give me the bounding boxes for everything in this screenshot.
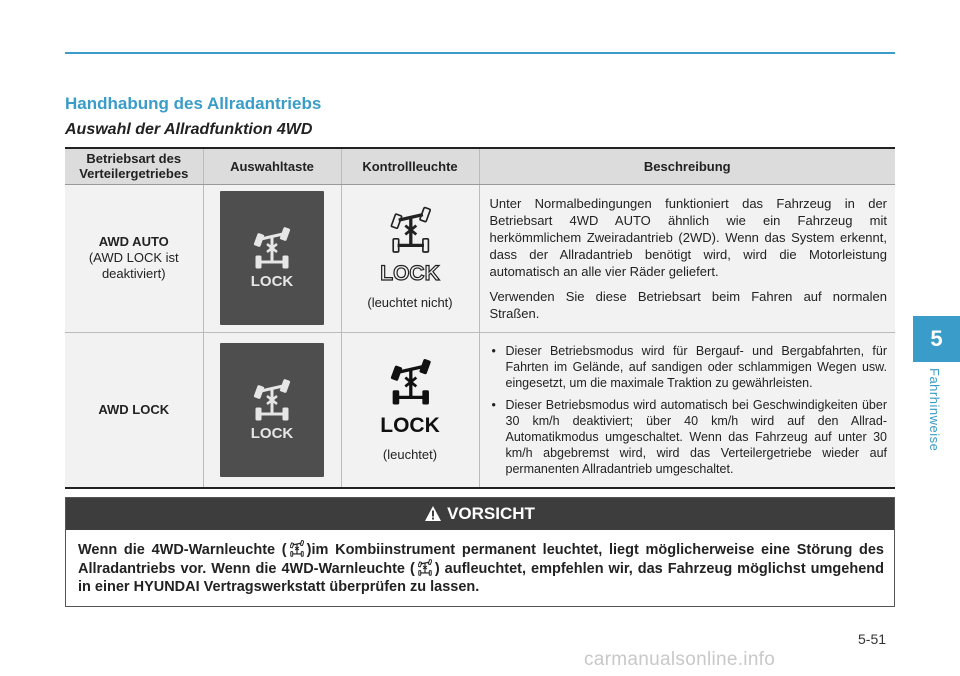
header-mode: Betriebsart des Verteilergetriebes bbox=[65, 148, 203, 184]
description-list bbox=[490, 343, 888, 477]
list-item: • Dieser Betriebsmodus wird automatisch bei Geschwindigkeiten über 30 km/h deaktiviert; über 40 km/h wird auf den Allrad-Automatikmodus umgeschaltet. Wenn das Fahrzeug auf unter 30 km/h abgebremst wird, wird das Verteilergetriebe wieder auf permanenten Allradantrieb umgeschaltet. bbox=[490, 397, 888, 477]
button-lock-label: LOCK bbox=[250, 424, 294, 442]
mode-cell bbox=[65, 184, 203, 332]
awd-lock-button-icon bbox=[220, 343, 324, 477]
table-header-row bbox=[65, 148, 895, 184]
4wd-warning-icon bbox=[290, 540, 304, 557]
awd-mode-table bbox=[65, 147, 895, 489]
description-paragraph: Verwenden Sie diese Betriebsart beim Fahren auf normalen Straßen. bbox=[489, 288, 887, 321]
table-row bbox=[65, 184, 895, 332]
chapter-label: Fahrhinweise bbox=[927, 368, 942, 452]
button-cell bbox=[203, 184, 341, 332]
lamp-lock-label: LOCK bbox=[380, 413, 440, 436]
mode-name: AWD AUTO bbox=[98, 234, 169, 249]
caution-text bbox=[66, 530, 894, 596]
list-item: • Dieser Betriebsmodus wird für Bergauf- und Bergabfahrten, für Fahrten im Gelände, auf sandigen oder schlammigen Wegen usw. eingesetzt, um die maximale Traktion zu gewährleisten. bbox=[490, 343, 888, 391]
lamp-caption: (leuchtet) bbox=[382, 446, 438, 462]
top-rule bbox=[65, 52, 895, 54]
header-lamp: Kontrollleuchte bbox=[341, 148, 479, 184]
page-number: 5-51 bbox=[858, 631, 887, 647]
section-title: Handhabung des Allradantriebs bbox=[65, 94, 322, 113]
button-cell bbox=[203, 332, 341, 488]
mode-name: AWD LOCK bbox=[98, 401, 170, 417]
caution-text-part: )im Kombiinstrument permanent leuchtet, liegt möglicherweise eine Störung des Allradantriebs vor. Wenn die 4WD-Warnleuchte ( bbox=[78, 542, 885, 577]
button-lock-label: LOCK bbox=[250, 273, 294, 290]
mode-note: (AWD LOCK ist deaktiviert) bbox=[88, 250, 179, 281]
description-cell bbox=[479, 332, 895, 488]
description-paragraph: Unter Normalbedingungen funktioniert das Fahrzeug in der Betriebsart 4WD AUTO ähnlich wie ein Fahrzeug mit herkömmlichem Zweiradantrieb (2WD). Wenn das System erkennt, dass der Allradantrieb benötigt wird, wird die Motorleistung automatisch an alle vier Räder geliefert. bbox=[489, 195, 887, 279]
4wd-warning-icon bbox=[418, 559, 432, 576]
awd-lock-lamp-on-icon bbox=[377, 358, 443, 436]
lamp-caption: (leuchtet nicht) bbox=[367, 295, 453, 310]
warning-triangle-icon bbox=[425, 506, 441, 521]
lamp-lock-label: LOCK bbox=[380, 262, 440, 284]
lamp-cell bbox=[341, 332, 479, 488]
awd-lock-lamp-off-icon bbox=[377, 206, 443, 284]
description-cell bbox=[479, 184, 895, 332]
caution-text-part: ) aufleuchtet, empfehlen wir, das Fahrzeug möglichst umgehend in einer HYUNDAI Vertragswerkstatt überprüfen zu lassen. bbox=[78, 561, 884, 595]
header-button: Auswahltaste bbox=[203, 148, 341, 184]
mode-cell bbox=[65, 332, 203, 488]
header-description: Beschreibung bbox=[479, 148, 895, 184]
awd-lock-button-icon bbox=[220, 191, 324, 325]
chapter-number-tab: 5 bbox=[913, 316, 960, 362]
table-row bbox=[65, 332, 895, 488]
caution-box bbox=[65, 497, 895, 607]
lamp-cell bbox=[341, 184, 479, 332]
caution-text-part: Wenn die 4WD-Warnleuchte ( bbox=[78, 542, 287, 558]
watermark: carmanualsonline.info bbox=[584, 649, 776, 670]
sub-title: Auswahl der Allradfunktion 4WD bbox=[65, 121, 313, 138]
caution-title: VORSICHT bbox=[447, 504, 535, 523]
caution-header bbox=[66, 498, 894, 530]
